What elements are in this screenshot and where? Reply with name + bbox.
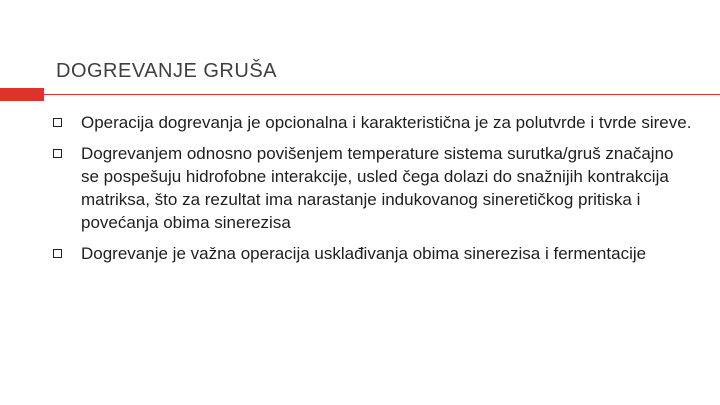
hollow-square-bullet-icon xyxy=(53,249,62,258)
title-underline xyxy=(44,94,720,95)
bullet-list xyxy=(53,111,693,273)
bullet-item xyxy=(53,111,693,134)
hollow-square-bullet-icon xyxy=(53,118,62,127)
hollow-square-bullet-icon xyxy=(53,149,62,158)
title-accent-block xyxy=(0,88,44,101)
bullet-text: Dogrevanje je važna operacija usklađivanja obima sinerezisa i fermentacije xyxy=(81,244,647,263)
bullet-text: Operacija dogrevanja je opcionalna i karakteristična je za polutvrde i tvrde sireve. xyxy=(81,113,692,132)
bullet-item xyxy=(53,242,693,265)
bullet-item xyxy=(53,142,693,234)
bullet-text: Dogrevanjem odnosno povišenjem temperature sistema surutka/gruš značajno se pospešuju hidrofobne interakcije, usled čega dolazi do snažnijih kontrakcija matriksa, što za rezultat ima narastanje indukovanog sineretičkog pritiska i povećanja obima sinerezisa xyxy=(81,144,674,232)
slide-title: DOGREVANJE GRUŠA xyxy=(56,60,277,82)
